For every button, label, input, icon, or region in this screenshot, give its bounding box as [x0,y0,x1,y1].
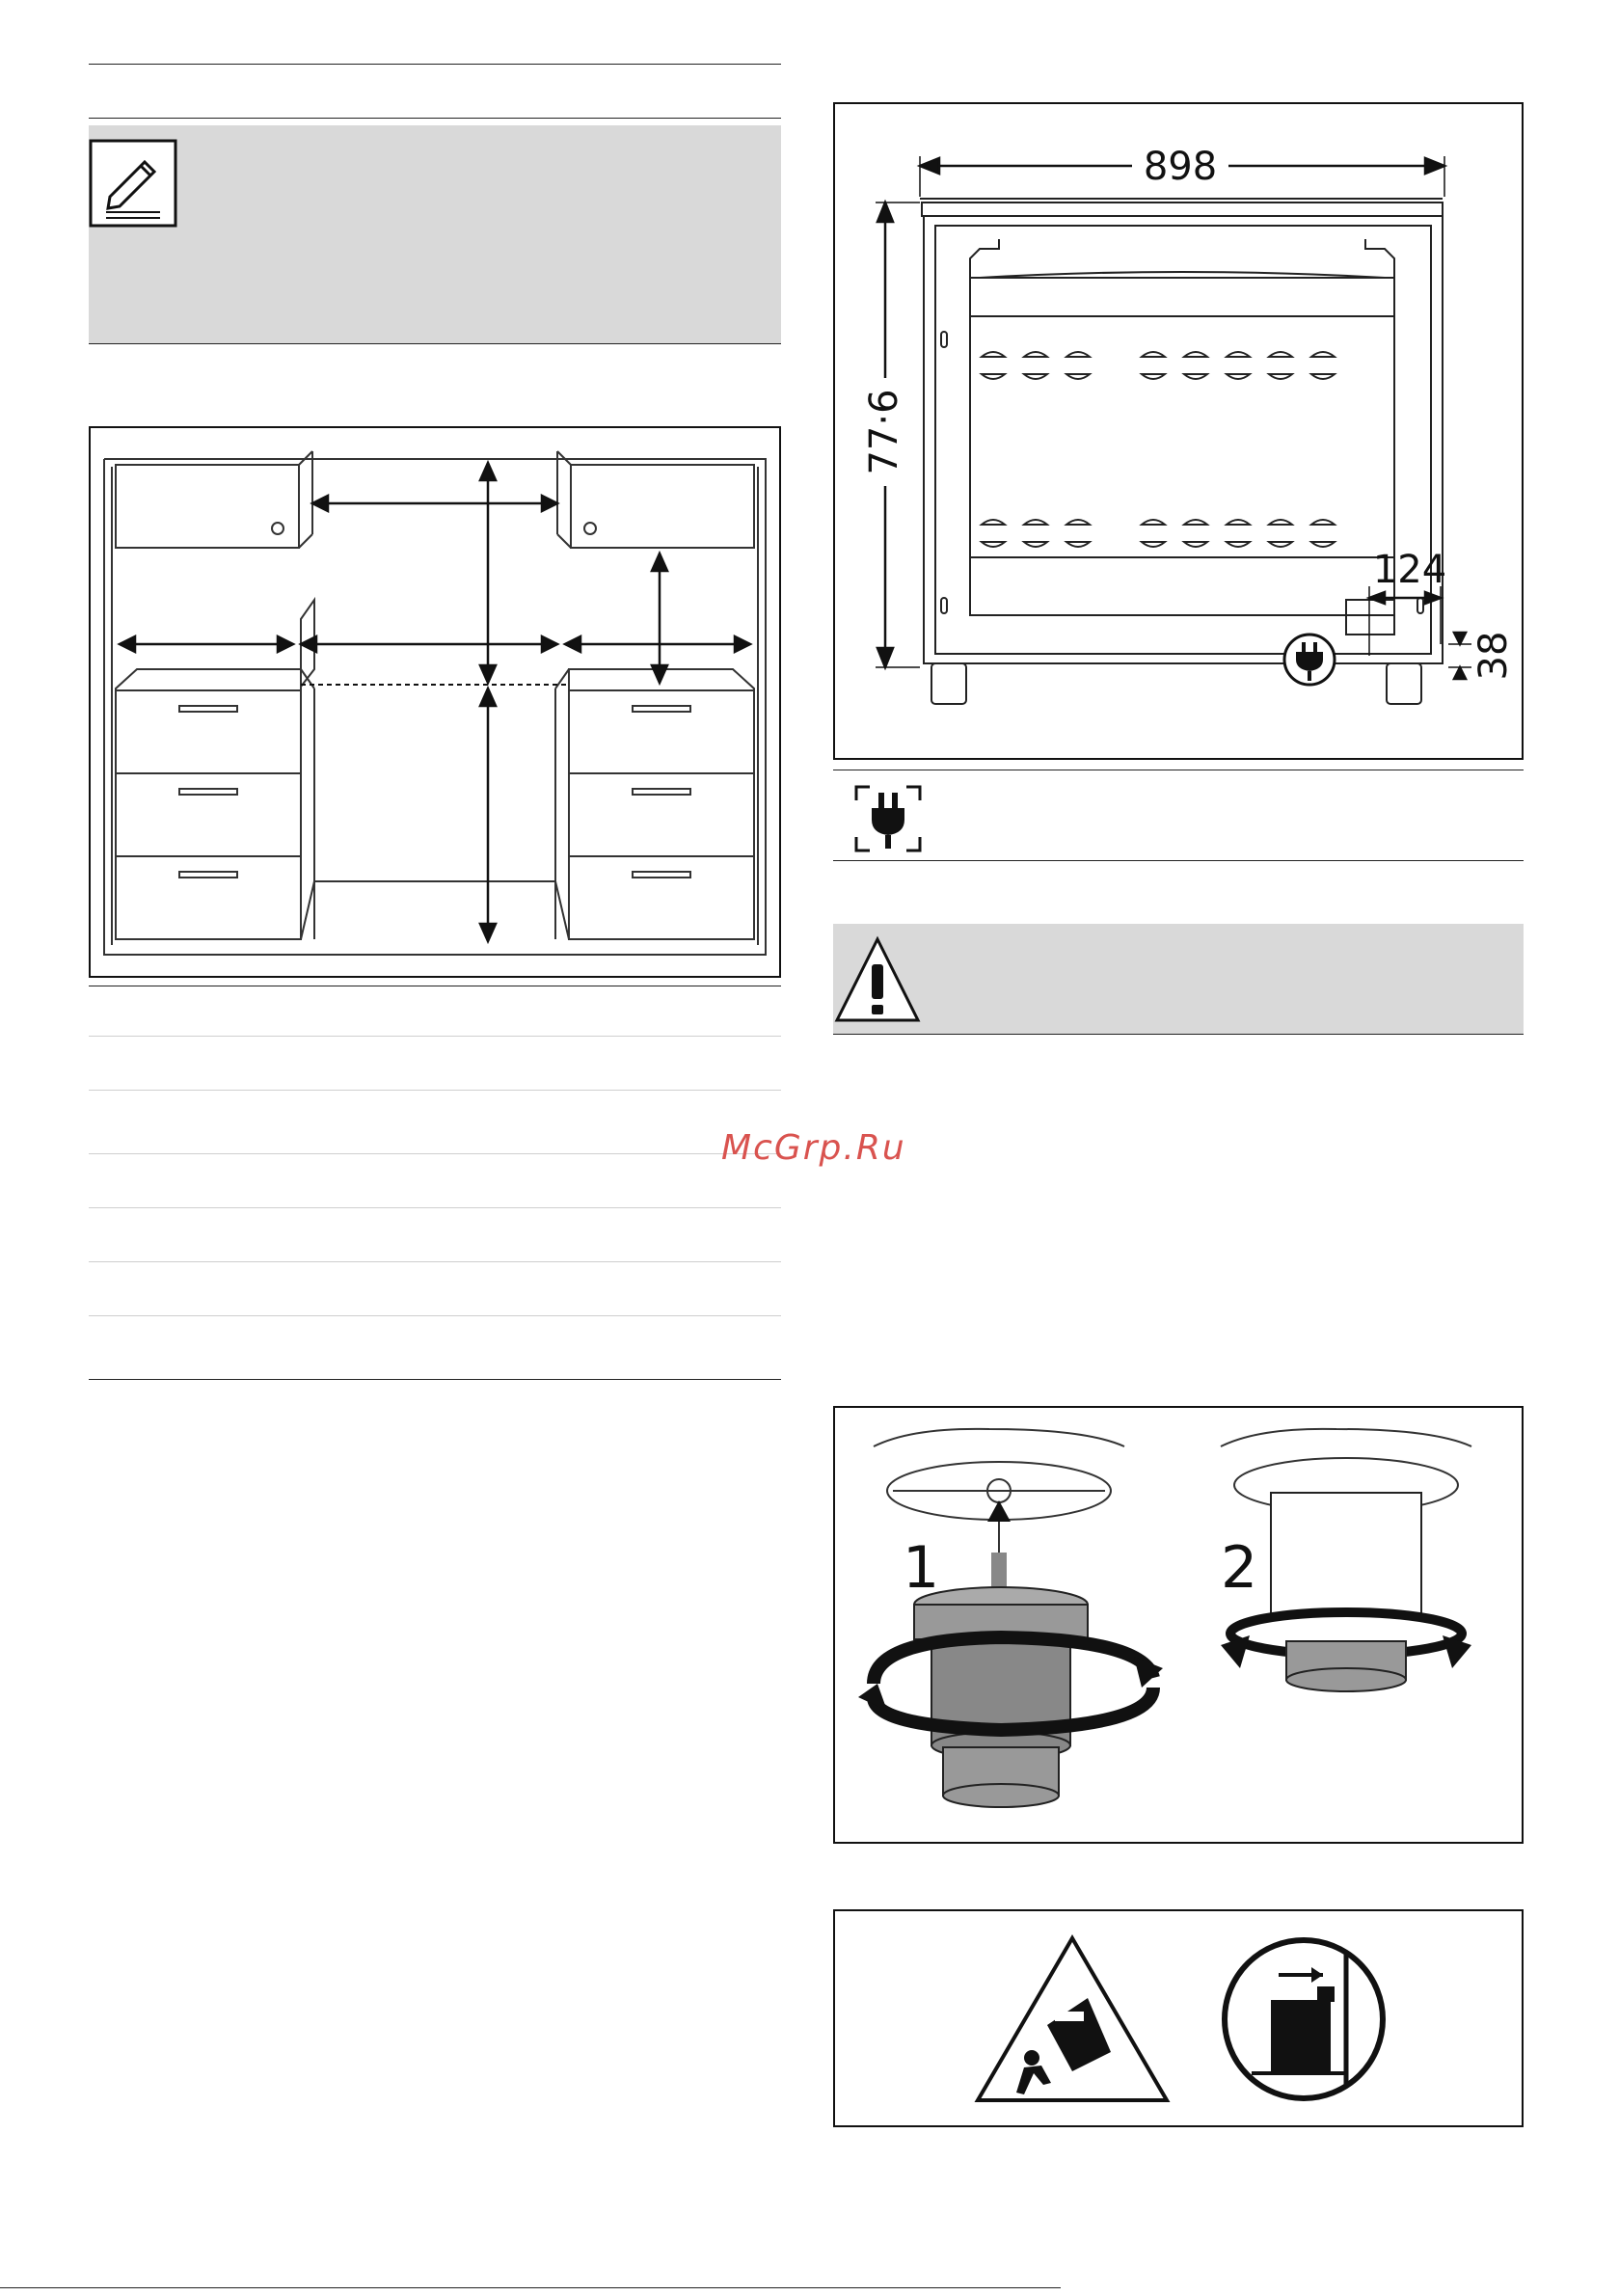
plug-row-bottom-rule [833,860,1524,861]
table-rule-4 [89,1207,781,1208]
watermark: McGrp.Ru [721,1128,906,1168]
width-dimension: 898 [1143,145,1218,189]
plug-circle-icon [1284,635,1335,685]
warning-triangle-icon [833,935,922,1024]
table-rule-5 [89,1261,781,1262]
anti-tip-figure [833,1909,1524,2127]
pencil-note-icon [89,139,177,228]
top-rule [89,64,781,65]
step-2-label: 2 [1221,1534,1258,1602]
tipping-hazard-icon [978,1938,1167,2100]
table-rule-6 [89,1315,781,1316]
table-rule-2 [89,1090,781,1091]
socket-offset-dimension: 124 [1372,548,1447,592]
warning-box [833,924,1524,1034]
table-rule-1 [89,1036,781,1037]
table-rule-7 [89,1379,781,1380]
step-1-label: 1 [903,1534,940,1602]
note-box [89,125,781,343]
note-bottom-rule [89,343,781,344]
plug-icon [852,783,924,854]
adjustable-foot-2 [1221,1493,1471,1691]
wall-bracket-icon [1225,1940,1383,2098]
note-top-rule [89,118,781,119]
feet-adjustment-figure [833,1406,1524,1844]
kitchen-installation-figure [89,426,781,978]
warning-bottom-rule [833,1034,1524,1035]
foot-height-dimension: 38 [1471,631,1516,681]
cooker-dimension-figure [833,102,1524,760]
footer-rule [0,2287,1061,2288]
height-dimension: 77·6 [862,389,906,475]
table-rule-3 [89,1153,781,1154]
